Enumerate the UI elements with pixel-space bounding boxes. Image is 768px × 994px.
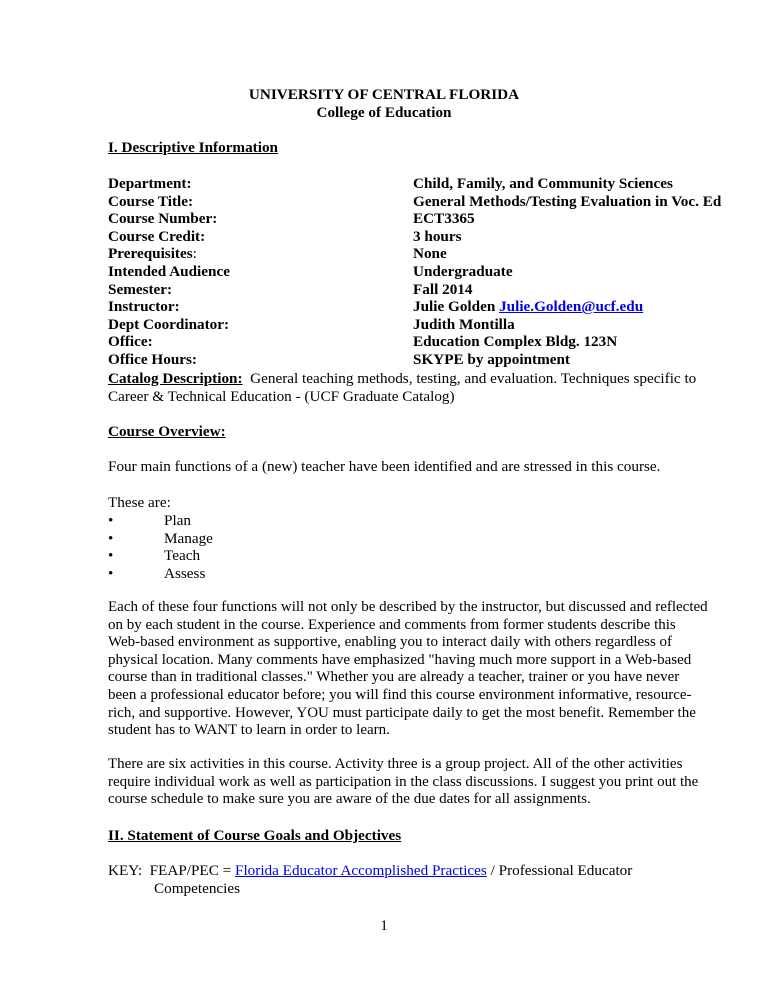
- label-prerequisites-text: Prerequisites: [108, 245, 193, 263]
- overview-paragraph: [108, 599, 708, 740]
- label-instructor: Instructor:: [108, 298, 180, 316]
- catalog-text-line2: Career & Technical Education - (UCF Graduate Catalog): [108, 387, 455, 405]
- value-instructor: [413, 298, 721, 316]
- list-item: [108, 512, 213, 530]
- function-assess: Assess: [164, 564, 206, 582]
- university-title: UNIVERSITY OF CENTRAL FLORIDA: [248, 86, 520, 103]
- bullet-glyph: •: [108, 529, 114, 547]
- info-labels-column: [108, 175, 230, 369]
- label-office-hours: Office Hours:: [108, 350, 197, 368]
- label-prerequisites-colon: :: [192, 245, 197, 263]
- label-semester: Semester:: [108, 280, 173, 298]
- catalog-text-line1: General teaching methods, testing, and evaluation. Techniques specific to: [242, 370, 697, 387]
- paragraph-line: rich, and supportive. However, YOU must participate daily to get the most benefit. Remember the: [108, 704, 696, 721]
- these-are-label: These are:: [108, 494, 171, 511]
- function-manage: Manage: [164, 529, 213, 547]
- value-office: Education Complex Bldg. 123N: [413, 333, 618, 351]
- paragraph-line: course schedule to make sure you are aware of the due dates for all assignments.: [108, 791, 591, 808]
- value-course-title: General Methods/Testing Evaluation in Voc. Ed: [413, 192, 722, 210]
- section-1-heading: I. Descriptive Information: [108, 139, 278, 156]
- value-course-credit: 3 hours: [413, 227, 462, 245]
- paragraph-line: on by each student in the course. Experience and comments from former students describe this: [108, 616, 676, 633]
- paragraph-line: physical location. Many comments have emphasized "having much more support in a Web-based: [108, 651, 692, 668]
- value-semester: Fall 2014: [413, 280, 473, 298]
- activities-paragraph: [108, 756, 698, 809]
- functions-list: [108, 512, 213, 582]
- college-title: College of Education: [316, 104, 452, 121]
- paragraph-line: Web-based environment as supportive, enabling you to interact daily with others regardless of: [108, 634, 673, 651]
- bullet-glyph: •: [108, 547, 114, 565]
- instructor-email-link[interactable]: Julie.Golden@ucf.edu: [499, 298, 644, 316]
- paragraph-line: course than in traditional classes." Whether you are already a teacher, trainer or you have never: [108, 669, 680, 686]
- catalog-label: Catalog Description:: [108, 370, 243, 387]
- bullet-glyph: •: [108, 512, 114, 529]
- label-course-title: Course Title:: [108, 192, 194, 210]
- list-item: [108, 530, 213, 548]
- label-prerequisites: [108, 245, 230, 263]
- label-course-number: Course Number:: [108, 210, 218, 228]
- value-intended-audience: Undergraduate: [413, 262, 513, 280]
- section-2-heading: II. Statement of Course Goals and Objectives: [108, 827, 402, 844]
- overview-heading: Course Overview:: [108, 423, 226, 440]
- key-prefix: KEY: FEAP/PEC =: [108, 862, 236, 879]
- value-department: Child, Family, and Community Sciences: [413, 175, 673, 192]
- value-prerequisites: None: [413, 245, 447, 263]
- paragraph-line: student has to WANT to learn in order to learn.: [108, 722, 390, 739]
- label-intended-audience: Intended Audience: [108, 262, 230, 280]
- key-line: [108, 862, 632, 880]
- value-course-number: ECT3365: [413, 210, 475, 228]
- label-course-credit: Course Credit:: [108, 227, 206, 245]
- paragraph-line: require individual work as well as participation in the class discussions. I suggest you print out the: [108, 773, 699, 790]
- list-item: [108, 565, 213, 583]
- label-department: Department:: [108, 175, 192, 192]
- label-office: Office:: [108, 333, 153, 351]
- paragraph-line: There are six activities in this course. Activity three is a group project. All of the other activities: [108, 756, 683, 772]
- info-values-column: [413, 175, 721, 369]
- list-item: [108, 547, 213, 565]
- key-line-2: Competencies: [154, 880, 241, 897]
- paragraph-line: been a professional educator before; you will find this course environment informative, resource-: [108, 686, 692, 703]
- instructor-name: Julie Golden: [413, 298, 500, 316]
- bullet-glyph: •: [108, 564, 114, 582]
- function-teach: Teach: [164, 547, 201, 565]
- value-office-hours: SKYPE by appointment: [413, 350, 570, 368]
- function-plan: Plan: [164, 512, 192, 529]
- label-dept-coordinator: Dept Coordinator:: [108, 315, 230, 333]
- paragraph-line: Each of these four functions will not only be described by the instructor, but discussed and reflected: [108, 599, 708, 615]
- value-dept-coordinator: Judith Montilla: [413, 315, 515, 333]
- page-number: 1: [380, 917, 388, 934]
- feap-link[interactable]: Florida Educator Accomplished Practices: [235, 862, 487, 879]
- overview-intro: Four main functions of a (new) teacher have been identified and are stressed in this course.: [108, 458, 661, 475]
- key-suffix: / Professional Educator: [486, 862, 633, 879]
- catalog-description: [108, 370, 697, 405]
